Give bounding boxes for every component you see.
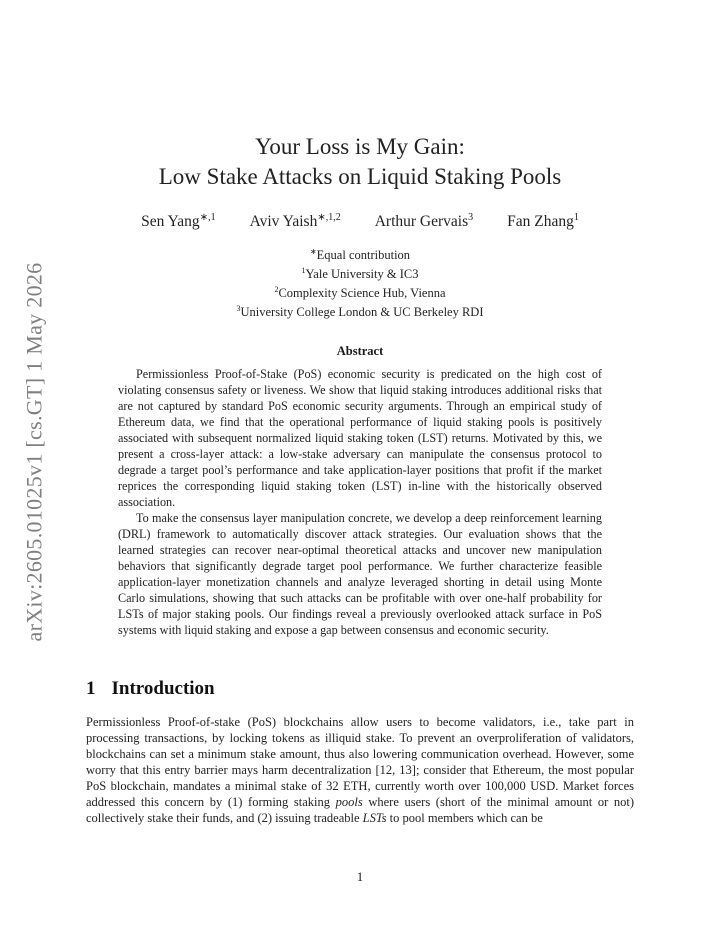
abstract-heading: Abstract <box>336 344 384 358</box>
section-heading <box>86 678 215 700</box>
introduction-paragraph <box>86 714 634 826</box>
arxiv-identifier-text: arXiv:2605.01025v1 [cs.GT] 1 May 2026 <box>21 262 46 642</box>
affiliation-mark: 2 <box>274 285 279 295</box>
affiliation <box>0 301 720 320</box>
title-line-2: Low Stake Attacks on Liquid Staking Pools <box>158 164 562 189</box>
page-number: 1 <box>356 870 364 884</box>
affiliation-text: Yale University & IC3 <box>305 267 419 282</box>
affiliation <box>0 244 720 263</box>
author-mark: ∗,1 <box>199 212 216 223</box>
author <box>375 212 473 231</box>
affiliation-text: Complexity Science Hub, Vienna <box>278 286 446 301</box>
abstract-body <box>118 366 602 638</box>
author <box>250 212 341 231</box>
intro-text: to pool members which can be <box>386 811 543 825</box>
affiliation <box>0 282 720 301</box>
affiliation <box>0 263 720 282</box>
author-mark: 3 <box>468 212 474 223</box>
affiliation-list <box>0 244 720 321</box>
intro-emphasis: LSTs <box>362 811 387 825</box>
affiliation-text: Equal contribution <box>316 248 411 263</box>
affiliation-mark: 3 <box>236 304 241 314</box>
affiliation-text: University College London & UC Berkeley RDI <box>240 305 484 320</box>
author-list <box>0 212 720 231</box>
author-name: Aviv Yaish <box>249 213 318 231</box>
section-number: 1 <box>86 678 96 699</box>
paper-title <box>0 132 720 192</box>
author <box>141 212 215 231</box>
intro-text: Permissionless Proof-of-stake (PoS) blockchains allow users to become validators, i.e., take part in processing transactions, by locking tokens as illiquid stake. To prevent an overproliferation of validators, blockchains can set a minimum stake amount, thus also lowering communication overhead. However, some worry that this entry barrier mays harm decentralization [12, 13]; consider that Ethereum, the most popular PoS blockchain, mandates a minimal stake of 32 ETH, currently worth over 100,000 USD. Market forces addressed this concern by (1) forming staking <box>86 715 634 809</box>
section-title: Introduction <box>111 678 215 699</box>
author-name: Arthur Gervais <box>374 213 469 231</box>
abstract-paragraph: To make the consensus layer manipulation concrete, we develop a deep reinforcement learning (DRL) framework to automatically discover attack strategies. Our evaluation shows that the learned strategies can recover near-optimal theoretical attacks and uncover new manipulation behaviors that significantly degrade target pool performance. We further characterize feasible application-layer monetization channels and analyze leveraged shorting in detail using Monte Carlo simulations, showing that such attacks can be profitable with over one-half probability for LSTs of major staking pools. Our findings reveal a previously overlooked attack surface in PoS systems with liquid staking and expose a gap between consensus and economic security. <box>118 511 602 637</box>
intro-emphasis: pools <box>335 795 363 809</box>
abstract-paragraph: Permissionless Proof-of-Stake (PoS) economic security is predicated on the high cost of violating consensus safety or liveness. We show that liquid staking introduces additional risks that are not captured by standard PoS economic security arguments. Through an empirical study of Ethereum data, we find that the operational performance of liquid staking pools is positively associated with subsequent normalized liquid staking token (LST) returns. Motivated by this, we present a cross-layer attack: a low-stake adversary can manipulate the consensus protocol to degrade a target pool’s performance and take application-layer positions that profit if the market reprices the corresponding liquid staking token (LST) in-line with the historically observed association. <box>118 367 602 509</box>
title-line-1: Your Loss is My Gain: <box>255 134 465 159</box>
author-mark: 1 <box>573 212 579 223</box>
affiliation-mark: ∗ <box>309 247 317 256</box>
author-name: Fan Zhang <box>507 213 574 231</box>
intro-text: where users (short of the minimal amount or not) collectively stake their funds, and (2) issuing tradeable <box>86 795 635 825</box>
author-mark: ∗,1,2 <box>317 212 341 223</box>
introduction-body <box>86 714 634 826</box>
affiliation-mark: 1 <box>301 266 306 276</box>
author <box>507 212 579 231</box>
author-name: Sen Yang <box>141 213 200 231</box>
